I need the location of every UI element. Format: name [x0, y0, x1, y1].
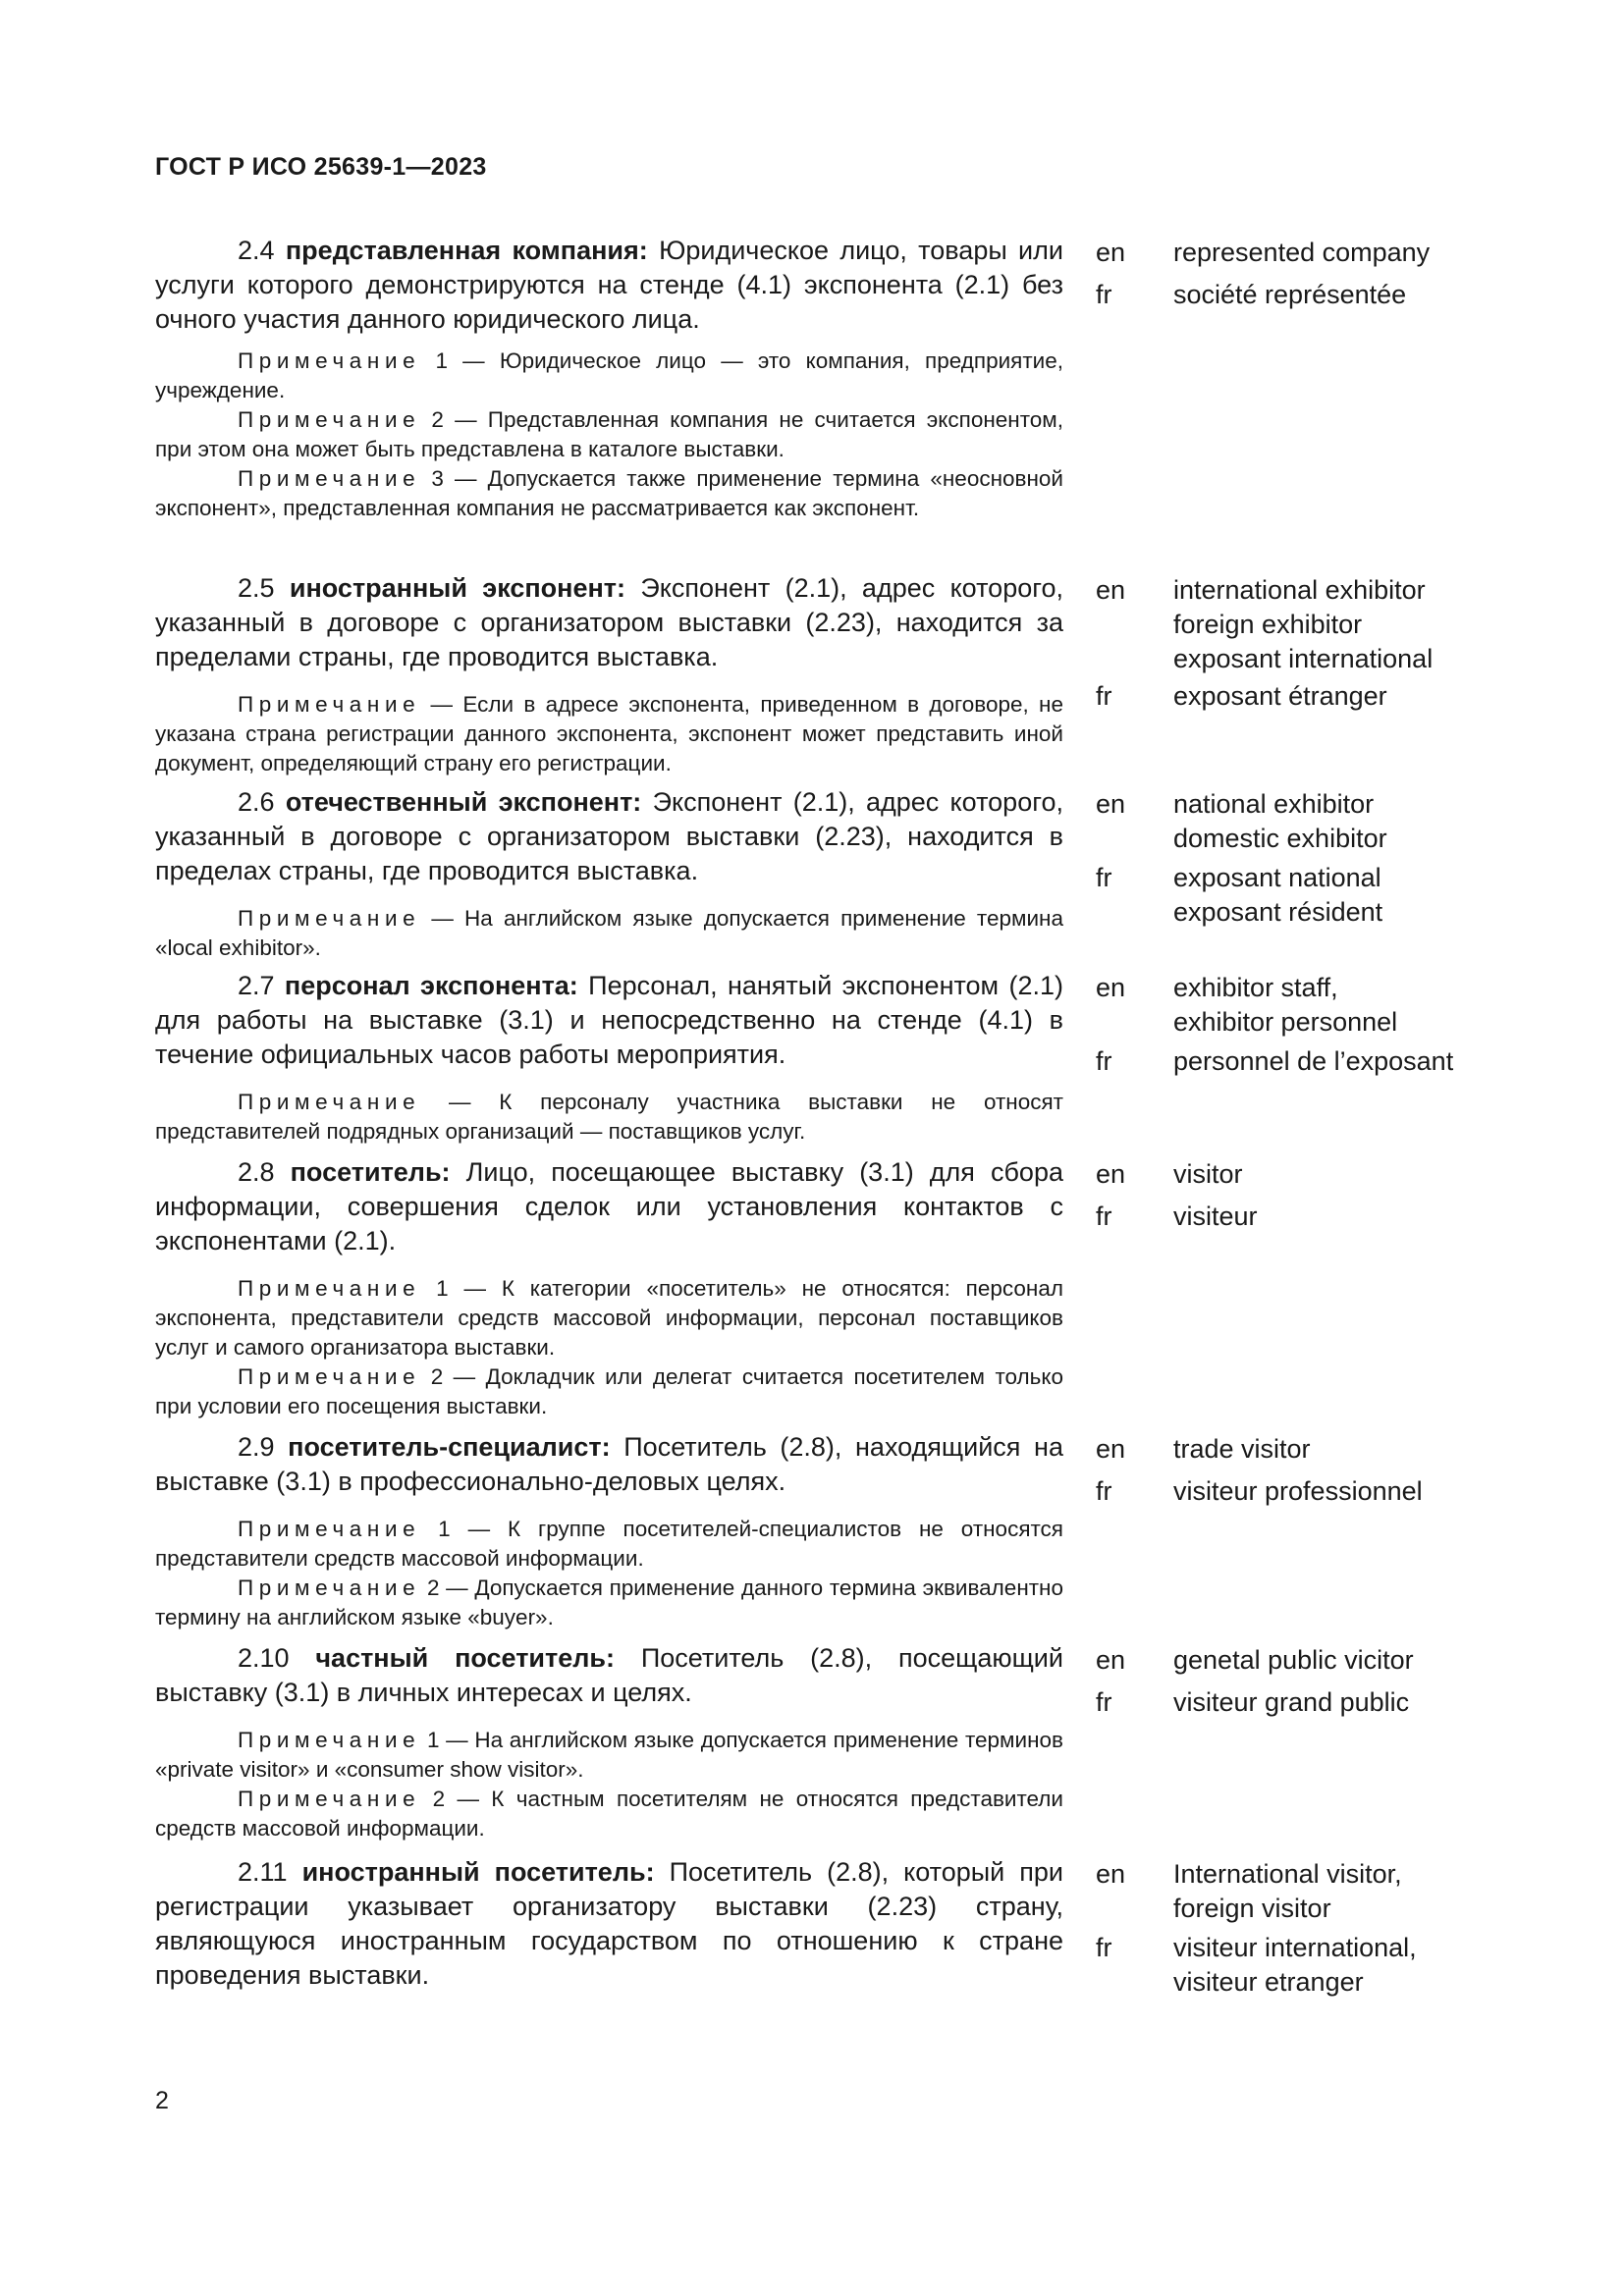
foreign-terms: [1173, 969, 1507, 1076]
term-definition: 2.6 отечественный экспонент: Экспонент (2.1), адрес которого, указанный в договоре с организатором выставки (2.23), находится в пределах страны, где проводится выставка.: [155, 787, 1063, 885]
note: Примечание — К персоналу участника выставки не относят представителей подрядных организаций — поставщиков услуг.: [155, 1090, 1063, 1144]
note: Примечание 2 — К частным посетителям не относятся представители средств массовой информации.: [155, 1787, 1063, 1841]
note: Примечание — Если в адресе экспонента, приведенном в договоре, не указана страна регистрации данного экспонента, экспонент может представить иной документ, определяющий страну его регистрации.: [155, 692, 1063, 775]
notes-block: [155, 1726, 1063, 1843]
term-title: посетитель-специалист:: [288, 1432, 611, 1462]
entry-text-column: [155, 234, 1063, 523]
term-fr: visiteur grand public: [1173, 1687, 1410, 1717]
foreign-terms: [1173, 785, 1507, 927]
language-codes: [1096, 234, 1155, 309]
term-en: genetal public vicitor: [1173, 1645, 1414, 1675]
term-definition: 2.9 посетитель-специалист: Посетитель (2.8), находящийся на выставке (3.1) в профессионально-деловых целях.: [155, 1432, 1063, 1496]
foreign-terms: [1173, 571, 1507, 711]
page-number: 2: [155, 2087, 169, 2114]
entry-text-column: [155, 571, 1063, 778]
term-fr: exposant étranger: [1173, 681, 1387, 711]
term-en: exposant international: [1173, 644, 1434, 673]
term-fr: exposant résident: [1173, 897, 1383, 927]
lang-code-fr: fr: [1096, 1476, 1112, 1506]
language-codes: [1096, 571, 1155, 711]
note: Примечание 2 — Представленная компания не считается экспонентом, при этом она может быть представлена в каталоге выставки.: [155, 407, 1063, 461]
note: Примечание 1 — Юридическое лицо — это компания, предприятие, учреждение.: [155, 348, 1063, 402]
term-title: персонал экспонента:: [284, 971, 578, 1000]
foreign-terms: [1173, 1430, 1507, 1506]
term-en: trade visitor: [1173, 1434, 1311, 1464]
lang-code-en: en: [1096, 789, 1126, 819]
note: Примечание 1 — На английском языке допускается применение терминов «private visitor» и «consumer show visitor».: [155, 1728, 1063, 1782]
term-title: иностранный экспонент:: [289, 573, 626, 603]
notes-block: [155, 904, 1063, 963]
lang-code-en: en: [1096, 1434, 1126, 1464]
term-en: visitor: [1173, 1159, 1243, 1189]
term-en: represented company: [1173, 238, 1431, 267]
lang-code-en: en: [1096, 1859, 1126, 1889]
note: Примечание — На английском языке допускается применение термина «local exhibitor».: [155, 906, 1063, 960]
term-title: отечественный экспонент:: [285, 787, 642, 817]
note: Примечание 1 — К группе посетителей-специалистов не относятся представители средств массовой информации.: [155, 1517, 1063, 1571]
term-fr: visiteur professionnel: [1173, 1476, 1423, 1506]
term-fr: personnel de l’exposant: [1173, 1046, 1454, 1076]
lang-code-fr: fr: [1096, 863, 1112, 892]
lang-code-en: en: [1096, 1159, 1126, 1189]
notes-block: [155, 690, 1063, 778]
document-header: ГОСТ Р ИСО 25639-1—2023: [155, 153, 487, 181]
term-en: foreign exhibitor: [1173, 610, 1363, 639]
term-fr: exposant national: [1173, 863, 1381, 892]
term-fr: visiteur international,: [1173, 1933, 1417, 1962]
term-definition: 2.5 иностранный экспонент: Экспонент (2.1), адрес которого, указанный в договоре с организатором выставки (2.23), находится за пределами страны, где проводится выставка.: [155, 573, 1063, 671]
lang-code-fr: fr: [1096, 280, 1112, 309]
foreign-terms: [1173, 234, 1507, 309]
term-en: foreign visitor: [1173, 1894, 1331, 1923]
term-fr: visiteur: [1173, 1201, 1258, 1231]
language-codes: [1096, 1855, 1155, 1962]
term-definition: 2.10 частный посетитель: Посетитель (2.8), посещающий выставку (3.1) в личных интересах и целях.: [155, 1643, 1063, 1707]
language-codes: [1096, 1155, 1155, 1231]
term-en: international exhibitor: [1173, 575, 1426, 605]
notes-block: [155, 1515, 1063, 1632]
lang-code-en: en: [1096, 973, 1126, 1002]
lang-code-fr: fr: [1096, 1933, 1112, 1962]
entry-text-column: [155, 1155, 1063, 1421]
entry-text-column: [155, 785, 1063, 963]
term-definition: 2.11 иностранный посетитель: Посетитель (2.8), который при регистрации указывает организатору выставки (2.23) страну, являющуюся иностранным государством по отношению к стране проведения выставки.: [155, 1857, 1063, 1990]
note: Примечание 1 — К категории «посетитель» не относятся: персонал экспонента, представители средств массовой информации, персонал поставщиков услуг и самого организатора выставки.: [155, 1276, 1063, 1360]
lang-code-en: en: [1096, 575, 1126, 605]
term-en: exhibitor personnel: [1173, 1007, 1398, 1037]
term-definition: 2.7 персонал экспонента: Персонал, нанятый экспонентом (2.1) для работы на выставке (3.1) и непосредственно на стенде (4.1) в течение официальных часов работы мероприятия.: [155, 971, 1063, 1069]
language-codes: [1096, 1430, 1155, 1506]
term-fr: visiteur etranger: [1173, 1967, 1364, 1997]
lang-code-fr: fr: [1096, 1687, 1112, 1717]
note: Примечание 3 — Допускается также применение термина «неосновной экспонент», представленная компания не рассматривается как экспонент.: [155, 466, 1063, 520]
entry-text-column: [155, 1430, 1063, 1632]
lang-code-fr: fr: [1096, 1046, 1112, 1076]
notes-block: [155, 347, 1063, 523]
term-en: exhibitor staff,: [1173, 973, 1338, 1002]
term-title: иностранный посетитель:: [301, 1857, 655, 1887]
lang-code-en: en: [1096, 1645, 1126, 1675]
entry-text-column: [155, 969, 1063, 1147]
term-title: частный посетитель:: [315, 1643, 616, 1673]
term-definition: 2.8 посетитель: Лицо, посещающее выставку (3.1) для сбора информации, совершения сделок или установления контактов с экспонентами (2.1).: [155, 1157, 1063, 1255]
term-en: domestic exhibitor: [1173, 824, 1387, 853]
foreign-terms: [1173, 1155, 1507, 1231]
entry-text-column: [155, 1641, 1063, 1843]
foreign-terms: [1173, 1855, 1507, 1997]
lang-code-fr: fr: [1096, 1201, 1112, 1231]
term-definition: 2.4 представленная компания: Юридическое лицо, товары или услуги которого демонстрируются на стенде (4.1) экспонента (2.1) без очного участия данного юридического лица.: [155, 236, 1063, 334]
language-codes: [1096, 969, 1155, 1076]
term-en: International visitor,: [1173, 1859, 1402, 1889]
note: Примечание 2 — Допускается применение данного термина эквивалентно термину на английском языке «buyer».: [155, 1575, 1063, 1629]
language-codes: [1096, 1641, 1155, 1717]
foreign-terms: [1173, 1641, 1507, 1717]
term-title: представленная компания:: [285, 236, 648, 265]
term-en: national exhibitor: [1173, 789, 1375, 819]
lang-code-en: en: [1096, 238, 1126, 267]
lang-code-fr: fr: [1096, 681, 1112, 711]
language-codes: [1096, 785, 1155, 892]
notes-block: [155, 1088, 1063, 1147]
term-title: посетитель:: [290, 1157, 451, 1187]
note: Примечание 2 — Докладчик или делегат считается посетителем только при условии его посещения выставки.: [155, 1364, 1063, 1418]
term-fr: société représentée: [1173, 280, 1407, 309]
notes-block: [155, 1274, 1063, 1421]
entry-text-column: [155, 1855, 1063, 1993]
